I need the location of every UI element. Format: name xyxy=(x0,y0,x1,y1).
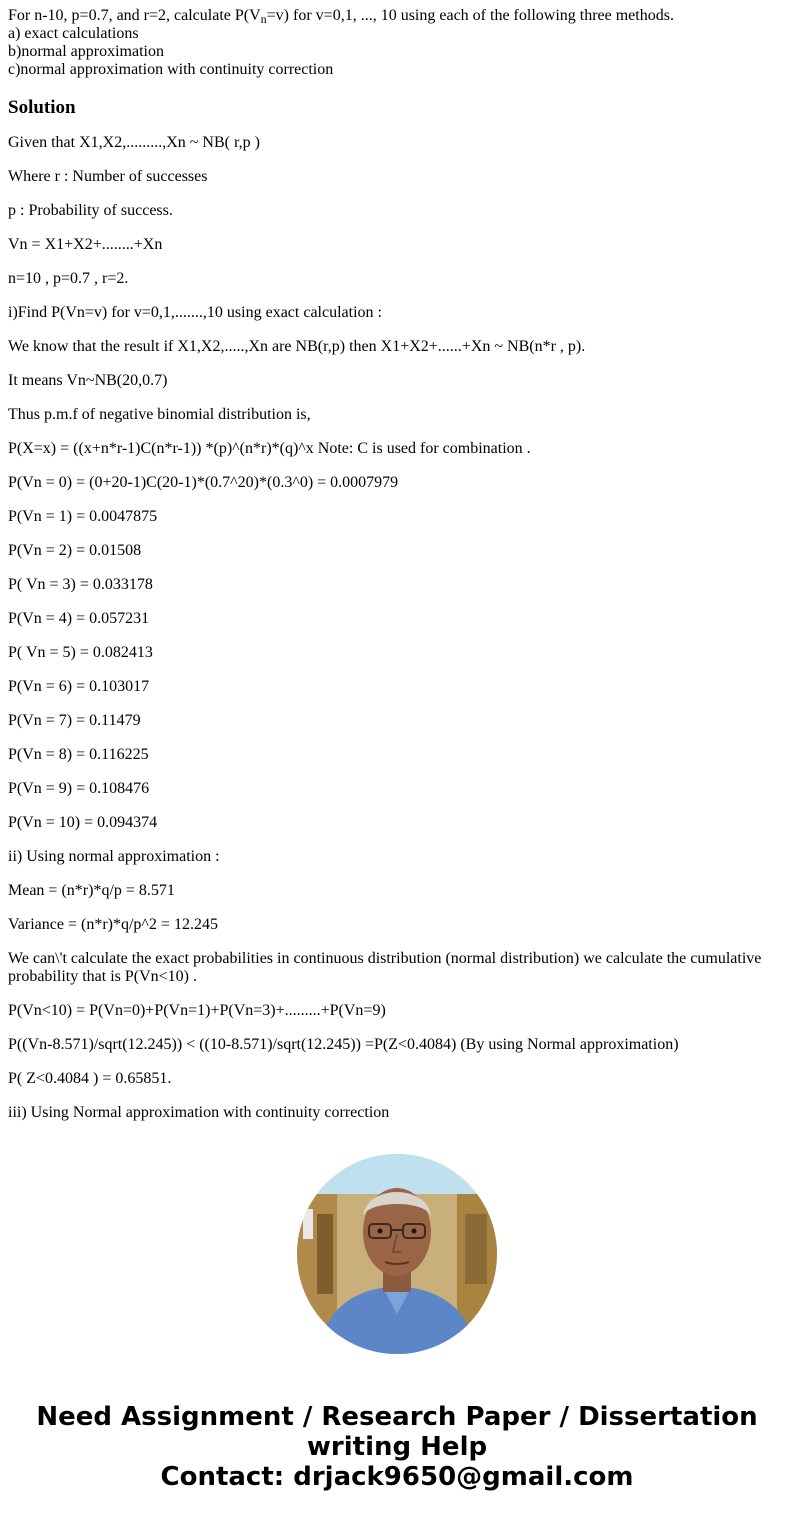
solution-line: P(Vn<10) = P(Vn=0)+P(Vn=1)+P(Vn=3)+.........+P(Vn=9) xyxy=(8,1002,386,1019)
solution-line: We know that the result if X1,X2,.....,Xn are NB(r,p) then X1+X2+......+Xn ~ NB(n*r , p). xyxy=(8,338,586,355)
banner-line: writing Help xyxy=(306,1432,488,1462)
solution-line: P(Vn = 7) = 0.11479 xyxy=(8,712,141,729)
option-b: b)normal approximation xyxy=(8,43,164,60)
solution-line: Mean = (n*r)*q/p = 8.571 xyxy=(8,882,175,899)
solution-line: Vn = X1+X2+........+Xn xyxy=(8,236,163,253)
question-text-part: For n-10, p=0.7, and r=2, calculate P(V xyxy=(8,7,261,24)
solution-line: P(Vn = 9) = 0.108476 xyxy=(8,780,150,797)
solution-line: ii) Using normal approximation : xyxy=(8,848,220,865)
question-text xyxy=(8,7,786,79)
contact-banner xyxy=(0,1402,794,1492)
solution-line: We can\'t calculate the exact probabilities in continuous distribution (normal distribution) we calculate the cumulative probability that is P(Vn<10) . xyxy=(8,950,762,985)
solution-line: Thus p.m.f of negative binomial distribution is, xyxy=(8,406,311,423)
solution-line: P(Vn = 10) = 0.094374 xyxy=(8,814,158,831)
question-text-part: =v) for v=0,1, ..., 10 using each of the following three methods. xyxy=(266,7,674,24)
solution-line: P(Vn = 4) = 0.057231 xyxy=(8,610,150,627)
solution-line: i)Find P(Vn=v) for v=0,1,.......,10 using exact calculation : xyxy=(8,304,382,321)
solution-line: P(Vn = 6) = 0.103017 xyxy=(8,678,150,695)
option-a: a) exact calculations xyxy=(8,25,139,42)
solution-line: P((Vn-8.571)/sqrt(12.245)) < ((10-8.571)/sqrt(12.245)) =P(Z<0.4084) (By using Normal approximation) xyxy=(8,1036,679,1053)
solution-line: P(Vn = 8) = 0.116225 xyxy=(8,746,149,763)
promo-section xyxy=(0,1152,794,1523)
document-content xyxy=(8,0,786,1122)
solution-line: n=10 , p=0.7 , r=2. xyxy=(8,270,129,287)
solution-line: It means Vn~NB(20,0.7) xyxy=(8,372,168,389)
person-photo-icon xyxy=(297,1154,497,1354)
solution-line: P( Vn = 5) = 0.082413 xyxy=(8,644,153,661)
solution-line: P(Vn = 2) = 0.01508 xyxy=(8,542,142,559)
option-c: c)normal approximation with continuity correction xyxy=(8,61,334,78)
subscript-n: n xyxy=(260,12,267,26)
solution-line: iii) Using Normal approximation with continuity correction xyxy=(8,1104,390,1121)
solution-steps xyxy=(8,134,786,1122)
banner-line: Need Assignment / Research Paper / Dissertation xyxy=(36,1402,758,1432)
solution-line: P(X=x) = ((x+n*r-1)C(n*r-1)) *(p)^(n*r)*(q)^x Note: C is used for combination . xyxy=(8,440,531,457)
solution-line: P(Vn = 1) = 0.0047875 xyxy=(8,508,158,525)
solution-line: Where r : Number of successes xyxy=(8,168,208,185)
solution-line: P(Vn = 0) = (0+20-1)C(20-1)*(0.7^20)*(0.3^0) = 0.0007979 xyxy=(8,474,399,491)
question-line xyxy=(8,7,786,25)
solution-line: p : Probability of success. xyxy=(8,202,173,219)
solution-line: P( Vn = 3) = 0.033178 xyxy=(8,576,153,593)
solution-heading: Solution xyxy=(8,97,76,118)
solution-line: P( Z<0.4084 ) = 0.65851. xyxy=(8,1070,172,1087)
solution-line: Variance = (n*r)*q/p^2 = 12.245 xyxy=(8,916,218,933)
solution-line: Given that X1,X2,.........,Xn ~ NB( r,p ) xyxy=(8,134,260,151)
contact-email: Contact: drjack9650@gmail.com xyxy=(160,1462,634,1492)
